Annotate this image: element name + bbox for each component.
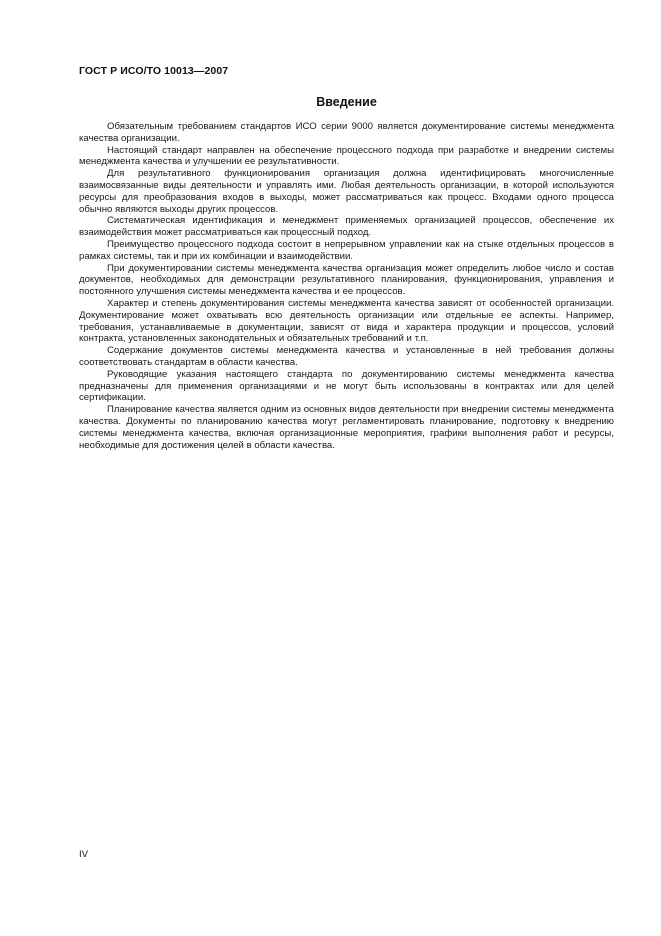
document-code-header: ГОСТ Р ИСО/ТО 10013—2007 — [79, 65, 229, 77]
paragraph: Содержание документов системы менеджмента качества и установленные в ней требования должны соответствовать стандартам в области качества. — [79, 345, 614, 368]
section-title: Введение — [316, 95, 377, 109]
paragraph: Характер и степень документирования системы менеджмента качества зависят от особенностей организации. Документирование может охватывать всю деятельность организации или отдельные ее аспекты. Например, требования, устанавливаемые в документации, зависят от вида и характера продукции и процессов, условий контракта, установленных законодательных и обязательных требований и т.п. — [79, 297, 614, 345]
page-number: IV — [79, 849, 89, 860]
paragraph: При документировании системы менеджмента качества организация может определить любое число и состав документов, необходимых для демонстрации результативного планирования, функционирования, управления и постоянного улучшения системы менеджмента качества и ее процессов. — [79, 262, 614, 298]
paragraph: Настоящий стандарт направлен на обеспечение процессного подхода при разработке и внедрении системы менеджмента качества и улучшении ее результативности. — [79, 144, 614, 168]
section-body — [79, 121, 614, 451]
paragraph: Систематическая идентификация и менеджмент применяемых организацией процессов, обеспечение их взаимодействия может рассматриваться как процессный подход. — [79, 215, 614, 239]
paragraph: Планирование качества является одним из основных видов деятельности при внедрении системы менеджмента качества. Документы по планированию качества могут регламентировать планирование, подготовку к внедрению системы менеджмента качества, включая организационные мероприятия, графики выполнения работ и ресурсы, необходимые для достижения целей в области качества. — [79, 404, 614, 451]
paragraph: Преимущество процессного подхода состоит в непрерывном управлении как на стыке отдельных процессов в рамках системы, так и при их комбинации и взаимодействии. — [79, 238, 614, 262]
paragraph: Для результативного функционирования организация должна идентифицировать многочисленные взаимосвязанные виды деятельности и управлять ими. Любая деятельность организации, в которой используются ресурсы для преобразования входов в выходы, может рассматриваться как процесс. Входами одного процесса обычно являются выходы других процессов. — [79, 168, 614, 215]
paragraph: Обязательным требованием стандартов ИСО серии 9000 является документирование системы менеджмента качества организации. — [79, 121, 614, 144]
paragraph: Руководящие указания настоящего стандарта по документированию системы менеджмента качества предназначены для применения организациями и не могут быть использованы в контрактах или для целей сертификации. — [79, 368, 614, 404]
